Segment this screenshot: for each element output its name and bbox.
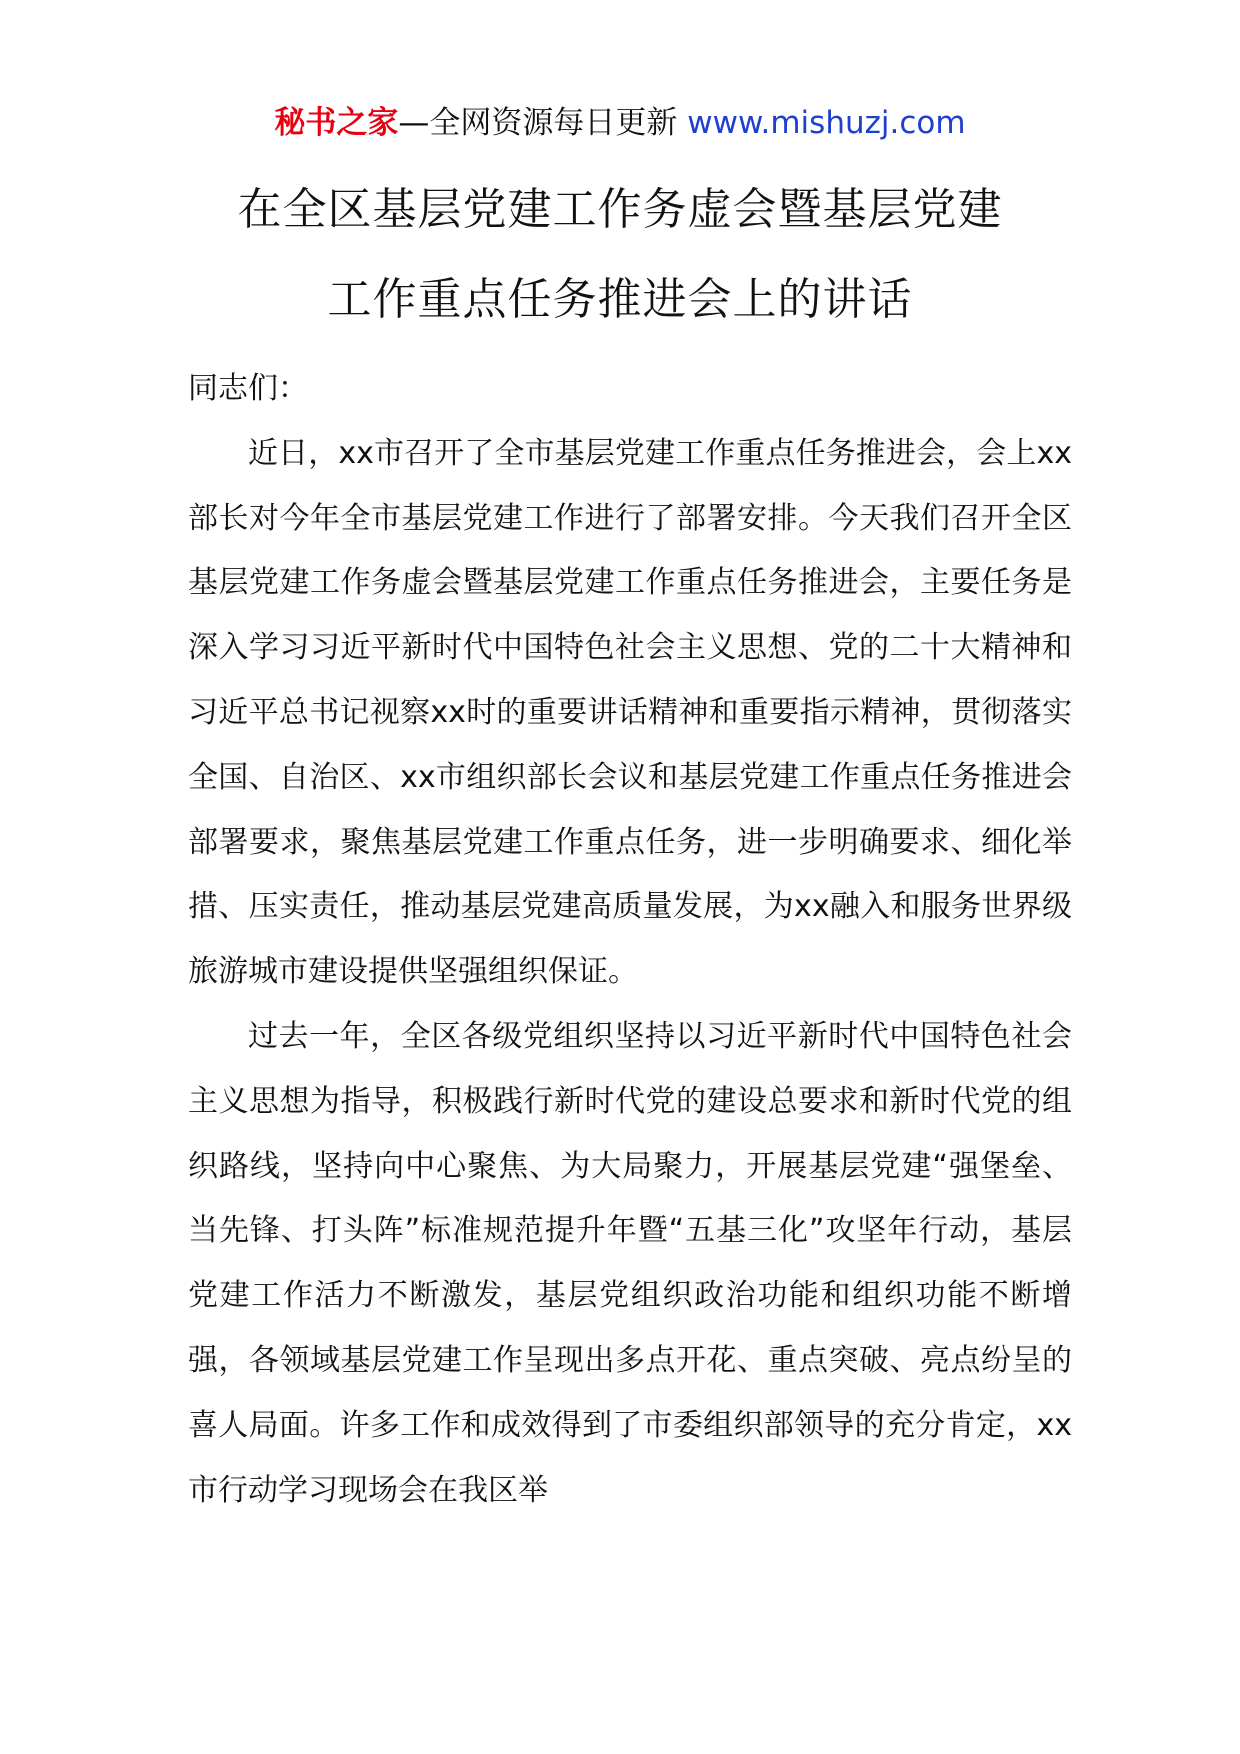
paragraph: 近日，xx市召开了全市基层党建工作重点任务推进会，会上xx部长对今年全市基层党建工作进行了部署安排。今天我们召开全区基层党建工作务虚会暨基层党建工作重点任务推进会，主要任务是深入学习习近平新时代中国特色社会主义思想、党的二十大精神和习近平总书记视察xx时的重要讲话精神和重要指示精神，贯彻落实全国、自治区、xx市组织部长会议和基层党建工作重点任务推进会部署要求，聚焦基层党建工作重点任务，进一步明确要求、细化举措、压实责任，推动基层党建高质量发展，为xx融入和服务世界级旅游城市建设提供坚强组织保证。 [188, 435, 1072, 990]
site-brand: 秘书之家 [274, 105, 399, 141]
paragraph: 过去一年，全区各级党组织坚持以习近平新时代中国特色社会主义思想为指导，积极践行新时代党的建设总要求和新时代党的组织路线，坚持向中心聚焦、为大局聚力，开展基层党建“强堡垒、当先锋、打头阵”标准规范提升年暨“五基三化”攻坚年行动，基层党建工作活力不断激发，基层党组织政治功能和组织功能不断增强，各领域基层党建工作呈现出多点开花、重点突破、亮点纷呈的喜人局面。许多工作和成效得到了市委组织部领导的充分肯定，xx市行动学习现场会在我区举 [188, 1018, 1072, 1508]
document-title-line-1: 在全区基层党建工作务虚会暨基层党建 [237, 184, 1003, 235]
document-body [188, 357, 1072, 1523]
salutation: 同志们： [188, 371, 308, 406]
document-title-line-2: 工作重点任务推进会上的讲话 [327, 274, 913, 325]
site-header [0, 100, 1240, 146]
site-tagline: —全网资源每日更新 [398, 105, 678, 141]
site-url-link[interactable]: www.mishuzj.com [687, 105, 966, 141]
